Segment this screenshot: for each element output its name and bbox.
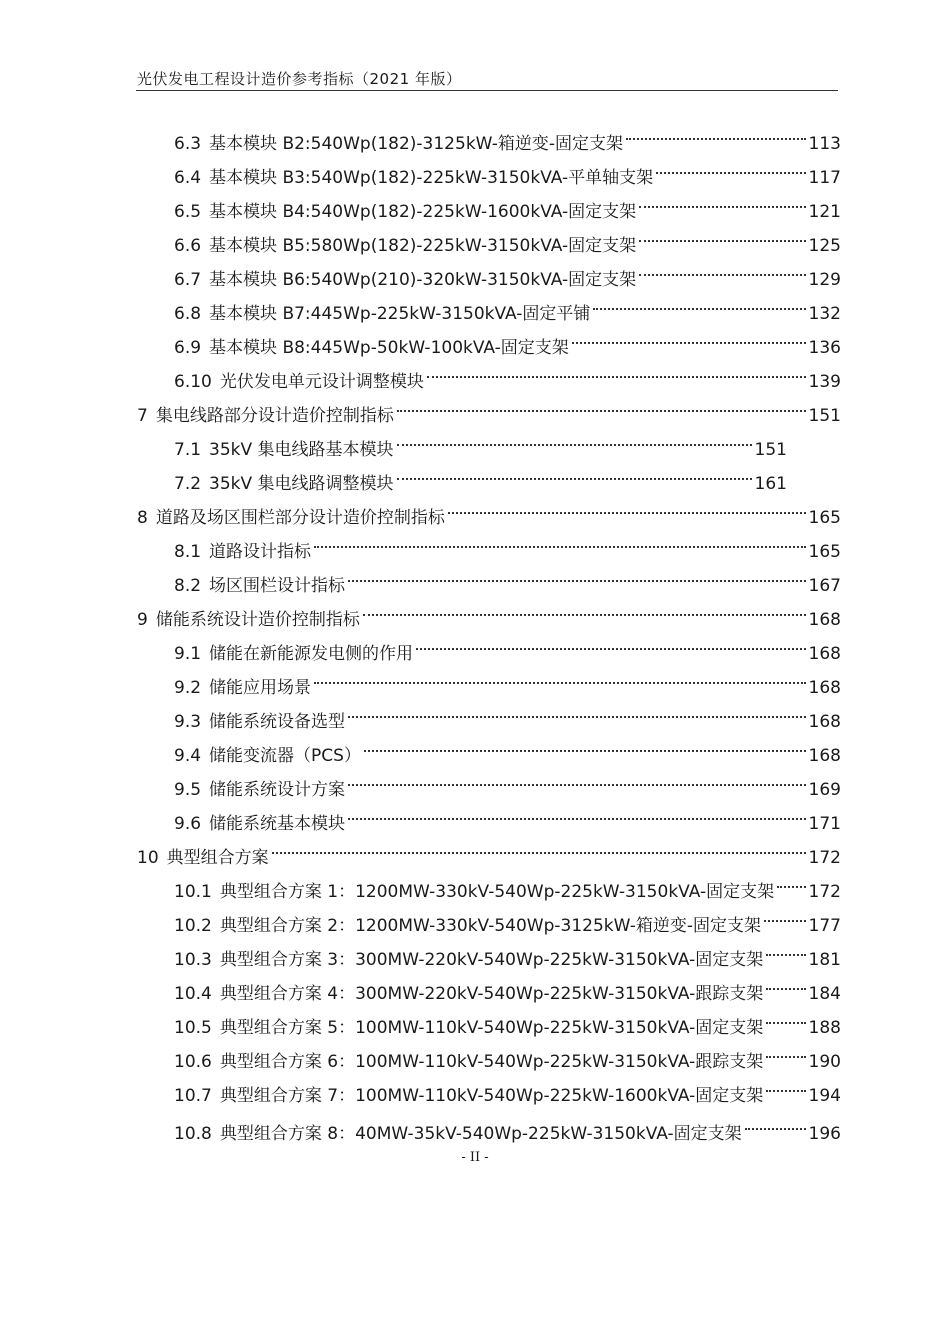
toc-entry-title: 典型组合方案 6：100MW-110kV-540Wp-225kW-3150kVA-跟踪支架 <box>219 1052 764 1072</box>
toc-entry-page: 172 <box>808 882 841 902</box>
toc-entry-number: 8.1 <box>174 542 202 562</box>
toc-entry-title: 道路及场区围栏部分设计造价控制指标 <box>155 508 445 528</box>
toc-leader-dots <box>766 999 805 1033</box>
toc-entry-page: 168 <box>808 610 841 630</box>
toc-leader-dots <box>416 625 806 659</box>
toc-leader-dots <box>348 557 806 591</box>
toc-leader-dots <box>397 455 752 489</box>
toc-leader-dots <box>427 353 806 387</box>
toc-leader-dots <box>348 761 806 795</box>
toc-entry-page: 151 <box>754 440 787 460</box>
toc-entry-number: 10.6 <box>174 1052 212 1072</box>
toc-entry-page: 177 <box>808 916 841 936</box>
toc-leader-dots <box>348 693 806 727</box>
toc-entry-title: 典型组合方案 7：100MW-110kV-540Wp-225kW-1600kVA-固定支架 <box>219 1086 764 1106</box>
toc-entry-page: 172 <box>808 848 841 868</box>
toc-entry-title: 典型组合方案 3：300MW-220kV-540Wp-225kW-3150kVA-固定支架 <box>219 950 764 970</box>
toc-entry-number: 10.8 <box>174 1124 212 1144</box>
toc-entry-title: 储能在新能源发电侧的作用 <box>209 644 414 664</box>
toc-entry-page: 171 <box>808 814 841 834</box>
toc-entry-number: 9.6 <box>174 814 202 834</box>
toc-entry-number: 10.3 <box>174 950 212 970</box>
toc-entry-number: 6.10 <box>174 372 212 392</box>
toc-entry-number: 10.2 <box>174 916 212 936</box>
toc-leader-dots <box>314 659 806 693</box>
toc-entry[interactable] <box>137 591 841 630</box>
toc-entry-page: 169 <box>808 780 841 800</box>
toc-entry-title: 35kV 集电线路调整模块 <box>209 474 394 494</box>
toc-entry[interactable] <box>174 761 841 800</box>
toc-entry-title: 典型组合方案 8：40MW-35kV-540Wp-225kW-3150kVA-固定支架 <box>219 1124 742 1144</box>
toc-entry[interactable] <box>137 489 841 528</box>
toc-entry-number: 8 <box>137 508 148 528</box>
toc-entry-title: 集电线路部分设计造价控制指标 <box>155 406 394 426</box>
toc-entry-title: 储能系统设计造价控制指标 <box>155 610 360 630</box>
toc-entry[interactable] <box>174 659 841 698</box>
toc-leader-dots <box>764 897 806 931</box>
toc-entry-page: 161 <box>754 474 787 494</box>
toc-leader-dots <box>656 149 805 183</box>
toc-entry-page: 190 <box>808 1052 841 1072</box>
toc-entry[interactable] <box>174 999 841 1038</box>
toc-entry-number: 7.2 <box>174 474 202 494</box>
page-number: - II - <box>461 1150 489 1165</box>
toc-entry[interactable] <box>137 387 841 426</box>
toc-leader-dots <box>572 319 806 353</box>
toc-leader-dots <box>639 217 805 251</box>
toc-entry-page: 194 <box>808 1086 841 1106</box>
toc-entry-number: 6.6 <box>174 236 202 256</box>
toc-entry-number: 9.4 <box>174 746 202 766</box>
running-header: 光伏发电工程设计造价参考指标（2021 年版） <box>137 70 462 88</box>
toc-leader-dots <box>314 523 806 557</box>
toc-entry[interactable] <box>174 353 841 392</box>
toc-entry-page: 139 <box>808 372 841 392</box>
toc-entry-page: 125 <box>808 236 841 256</box>
toc-entry-page: 168 <box>808 746 841 766</box>
toc-entry-number: 10.5 <box>174 1018 212 1038</box>
toc-entry-page: 167 <box>808 576 841 596</box>
toc-entry-page: 129 <box>808 270 841 290</box>
toc-leader-dots <box>626 115 805 149</box>
toc-entry[interactable] <box>174 1067 841 1106</box>
toc-entry-title: 基本模块 B6:540Wp(210)-320kW-3150kVA-固定支架 <box>209 270 637 290</box>
toc-entry[interactable] <box>174 421 787 460</box>
toc-leader-dots <box>348 795 806 829</box>
toc-entry-number: 9.5 <box>174 780 202 800</box>
toc-entry-title: 典型组合方案 5：100MW-110kV-540Wp-225kW-3150kVA-固定支架 <box>219 1018 764 1038</box>
toc-entry[interactable] <box>174 285 841 324</box>
toc-entry[interactable] <box>174 251 841 290</box>
toc-leader-dots <box>745 1105 806 1139</box>
toc-entry-number: 9 <box>137 610 148 630</box>
toc-entry-number: 10 <box>137 848 159 868</box>
toc-entry-title: 典型组合方案 4：300MW-220kV-540Wp-225kW-3150kVA-跟踪支架 <box>219 984 764 1004</box>
toc-entry-title: 35kV 集电线路基本模块 <box>209 440 394 460</box>
toc-entry-page: 132 <box>808 304 841 324</box>
toc-entry-title: 储能变流器（PCS） <box>209 746 361 766</box>
toc-entry[interactable] <box>137 829 841 868</box>
toc-leader-dots <box>272 829 806 863</box>
toc-entry-page: 184 <box>808 984 841 1004</box>
toc-entry-title: 基本模块 B5:580Wp(182)-225kW-3150kVA-固定支架 <box>209 236 637 256</box>
toc-entry-number: 6.8 <box>174 304 202 324</box>
toc-leader-dots <box>364 727 806 761</box>
toc-entry-title: 典型组合方案 2：1200MW-330kV-540Wp-3125kW-箱逆变-固定支架 <box>219 916 762 936</box>
toc-entry[interactable] <box>174 693 841 732</box>
toc-entry-title: 基本模块 B3:540Wp(182)-225kW-3150kVA-平单轴支架 <box>209 168 654 188</box>
toc-leader-dots <box>766 965 805 999</box>
toc-leader-dots <box>363 591 806 625</box>
toc-leader-dots <box>766 931 805 965</box>
toc-entry[interactable] <box>174 897 841 936</box>
toc-leader-dots <box>777 863 805 897</box>
toc-leader-dots <box>593 285 805 319</box>
toc-entry[interactable] <box>174 557 841 596</box>
toc-entry-title: 储能系统设计方案 <box>209 780 346 800</box>
toc-entry[interactable] <box>174 795 841 834</box>
toc-entry-title: 光伏发电单元设计调整模块 <box>219 372 424 392</box>
toc-entry-number: 6.7 <box>174 270 202 290</box>
toc-entry[interactable] <box>174 863 841 902</box>
toc-entry-number: 10.4 <box>174 984 212 1004</box>
toc-entry-number: 6.3 <box>174 134 202 154</box>
toc-entry-title: 基本模块 B4:540Wp(182)-225kW-1600kVA-固定支架 <box>209 202 637 222</box>
toc-entry[interactable] <box>174 115 841 154</box>
toc-entry-number: 9.3 <box>174 712 202 732</box>
toc-leader-dots <box>639 183 805 217</box>
toc-entry-title: 道路设计指标 <box>209 542 312 562</box>
toc-leader-dots <box>397 387 806 421</box>
toc-entry[interactable] <box>174 183 841 222</box>
toc-entry[interactable] <box>174 523 841 562</box>
toc-entry-title: 基本模块 B7:445Wp-225kW-3150kVA-固定平铺 <box>209 304 591 324</box>
toc-entry-page: 165 <box>808 508 841 528</box>
toc-entry-number: 7 <box>137 406 148 426</box>
toc-leader-dots <box>766 1067 805 1101</box>
toc-entry-page: 196 <box>808 1124 841 1144</box>
toc-entry-number: 6.5 <box>174 202 202 222</box>
toc-entry-number: 7.1 <box>174 440 202 460</box>
toc-entry-page: 168 <box>808 644 841 664</box>
toc-entry-title: 基本模块 B8:445Wp-50kW-100kVA-固定支架 <box>209 338 569 358</box>
toc-entry-page: 168 <box>808 712 841 732</box>
toc-entry-page: 117 <box>808 168 841 188</box>
toc-leader-dots <box>766 1033 805 1067</box>
toc-entry[interactable] <box>174 149 841 188</box>
toc-entry-title: 典型组合方案 1：1200MW-330kV-540Wp-225kW-3150kVA-固定支架 <box>219 882 775 902</box>
toc-entry-title: 储能应用场景 <box>209 678 312 698</box>
toc-entry[interactable] <box>174 1033 841 1072</box>
toc-entry[interactable] <box>174 1105 841 1144</box>
toc-entry-number: 9.2 <box>174 678 202 698</box>
toc-entry-number: 10.1 <box>174 882 212 902</box>
toc-entry[interactable] <box>174 931 841 970</box>
toc-entry-number: 6.4 <box>174 168 202 188</box>
toc-entry-page: 188 <box>808 1018 841 1038</box>
toc-entry-title: 典型组合方案 <box>166 848 269 868</box>
toc-entry-page: 136 <box>808 338 841 358</box>
toc-entry-title: 基本模块 B2:540Wp(182)-3125kW-箱逆变-固定支架 <box>209 134 624 154</box>
toc-leader-dots <box>448 489 806 523</box>
toc-leader-dots <box>639 251 805 285</box>
toc-entry-title: 储能系统设备选型 <box>209 712 346 732</box>
toc-entry-page: 121 <box>808 202 841 222</box>
toc-entry-page: 151 <box>808 406 841 426</box>
toc-entry-page: 113 <box>808 134 841 154</box>
toc-entry-title: 储能系统基本模块 <box>209 814 346 834</box>
toc-entry-title: 场区围栏设计指标 <box>209 576 346 596</box>
toc-entry-page: 181 <box>808 950 841 970</box>
toc-entry[interactable] <box>174 625 841 664</box>
toc-entry[interactable] <box>174 727 841 766</box>
toc-leader-dots <box>397 421 752 455</box>
toc-entry-page: 165 <box>808 542 841 562</box>
toc-entry[interactable] <box>174 217 841 256</box>
toc-entry-number: 9.1 <box>174 644 202 664</box>
toc-entry-page: 168 <box>808 678 841 698</box>
toc-entry[interactable] <box>174 455 787 494</box>
toc-entry-number: 8.2 <box>174 576 202 596</box>
toc-entry[interactable] <box>174 965 841 1004</box>
toc-entry[interactable] <box>174 319 841 358</box>
header-divider <box>136 90 838 91</box>
toc-entry-number: 6.9 <box>174 338 202 358</box>
toc-entry-number: 10.7 <box>174 1086 212 1106</box>
